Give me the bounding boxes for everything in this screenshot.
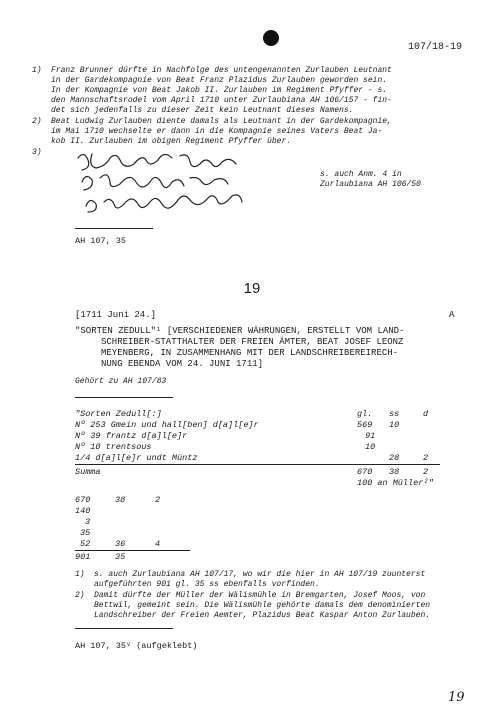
calc-total: 35 [115,552,126,562]
handwriting-image [70,148,310,220]
bottom-footnotes [75,570,495,630]
sum-label: Summa [75,467,101,477]
sorten-table [75,409,445,509]
header-d: d [423,409,429,419]
calc-total: 901 [75,552,91,562]
footnote-number: 2) [75,591,85,600]
footnote-line: det sich jedenfalls zu dieser Zeit kein Leutnant dieses Namens. [51,106,354,115]
calc-cell: 52 [80,539,91,549]
header-ss: ss [389,409,400,419]
page-number: 19 [448,690,465,705]
footnote-line: aufgeführten 901 gl. 35 ss ebenfalls vorfinden. [94,580,320,589]
footnote-line: Beat Ludwig Zurlauben diente damals als Leutnant in der Gardekompagnie, [51,117,392,126]
footnote-number: 1) [32,66,42,75]
document-letter: A [449,310,455,320]
title-line: MEYENBERG, IN ZUSAMMENHANG MIT DER LANDSCHREIBEREIRECH- [101,348,399,358]
table-row-label: Nº 39 frantz d[a]l[e]r [75,431,188,441]
document-date: [1711 Juni 24.] [75,310,157,320]
footnote-line: In der Kompagnie von Beat Jakob II. Zurlauben im Regiment Pfyffer - s. [51,86,388,95]
table-cell-gl: 569 [357,420,373,430]
calc-cell: 38 [115,495,126,505]
table-row-label: "Sorten Zedull[:] [75,409,162,419]
sum-note: 100 an Müller²" [357,478,434,488]
divider [75,397,173,398]
sum-divider [75,464,440,465]
calc-cell: 4 [155,539,161,549]
title-line: NUNG EBENDA VOM 24. JUNI 1711] [101,359,264,369]
footnote-line: den Mannschaftsrodel vom April 1710 unter Zurlaubiana AH 106/157 - fin- [51,96,392,105]
calculation-block [75,495,215,565]
footnote-number: 2) [32,117,42,126]
footnote-number: 3) [32,148,42,157]
footnote-line: s. auch Zurlaubiana AH 107/17, wo wir die hier in AH 107/19 zuunterst [94,570,426,579]
footnote-line: Franz Brunner dürfte in Nachfolge des untengenannten Zurlauben Leutnant [51,66,392,75]
table-cell-gl: 91 [365,431,376,441]
footnote-line: Bettwil, gemeint sein. Die Wälismühle gehörte damals dem denominierten [94,601,431,610]
footnote-line: kob II. Zurlauben im obigen Regiment Pfyffer über. [51,137,292,146]
sum-d: 2 [423,467,429,477]
table-cell-gl: 10 [365,442,376,452]
table-row-label: Nº 253 Gmein und hall[ben] d[a]l[e]r [75,420,259,430]
page-id: 107/18-19 [407,42,462,53]
document-number: 19 [243,280,261,297]
footnote-line: im Mai 1710 wechselte er dann in die Kompagnie seines Vaters Beat Ja- [51,127,383,136]
table-cell-ss: 28 [389,453,400,463]
note-line: s. auch Anm. 4 in [320,170,402,179]
calc-cell: 2 [155,495,161,505]
document-title [75,326,495,370]
calc-cell: 36 [115,539,126,549]
footnote-line: Landschreiber der Freien Aemter, Plazidus Beat Kaspar Anton Zurlauben. [94,611,431,620]
header-gl: gl. [357,409,373,419]
table-cell-d: 2 [423,453,429,463]
calc-cell: 670 [75,495,91,505]
table-row-label: Nº 10 trentsous [75,442,152,452]
calc-cell: 3 [85,517,91,527]
source-reference-bottom: AH 107, 35ᵛ (aufgeklebt) [75,641,198,651]
table-cell-ss: 10 [389,420,400,430]
note-line: Zurlaubiana AH 106/50 [320,180,421,189]
sum-gl: 670 [357,467,373,477]
title-line: "SORTEN ZEDULL"¹ [VERSCHIEDENER WÄHRUNGEN, ERSTELLT VOM LAND- [75,326,405,336]
punch-hole [263,30,279,46]
footnote-line: Damit dürfte der Müller der Wälismühle in Bremgarten, Josef Moos, von [94,591,426,600]
calc-divider [75,550,190,551]
divider [75,628,173,629]
handwriting-note [320,170,421,190]
calc-cell: 35 [80,528,91,538]
belongs-to-note: Gehört zu AH 107/83 [75,377,167,386]
footnote-line: in der Gardekompagnie von Beat Franz Plazidus Zurlauben geworden sein. [51,76,388,85]
divider [75,228,153,229]
footnote-number: 1) [75,570,85,579]
table-row-label: 1/4 d[a]l[e]r undt Müntz [75,453,198,463]
title-line: SCHREIBER-STATTHALTER DER FREIEN ÄMTER, BEAT JOSEF LEONZ [101,337,404,347]
calc-cell: 140 [75,506,91,516]
source-reference: AH 107, 35 [75,236,127,246]
sum-ss: 38 [389,467,400,477]
